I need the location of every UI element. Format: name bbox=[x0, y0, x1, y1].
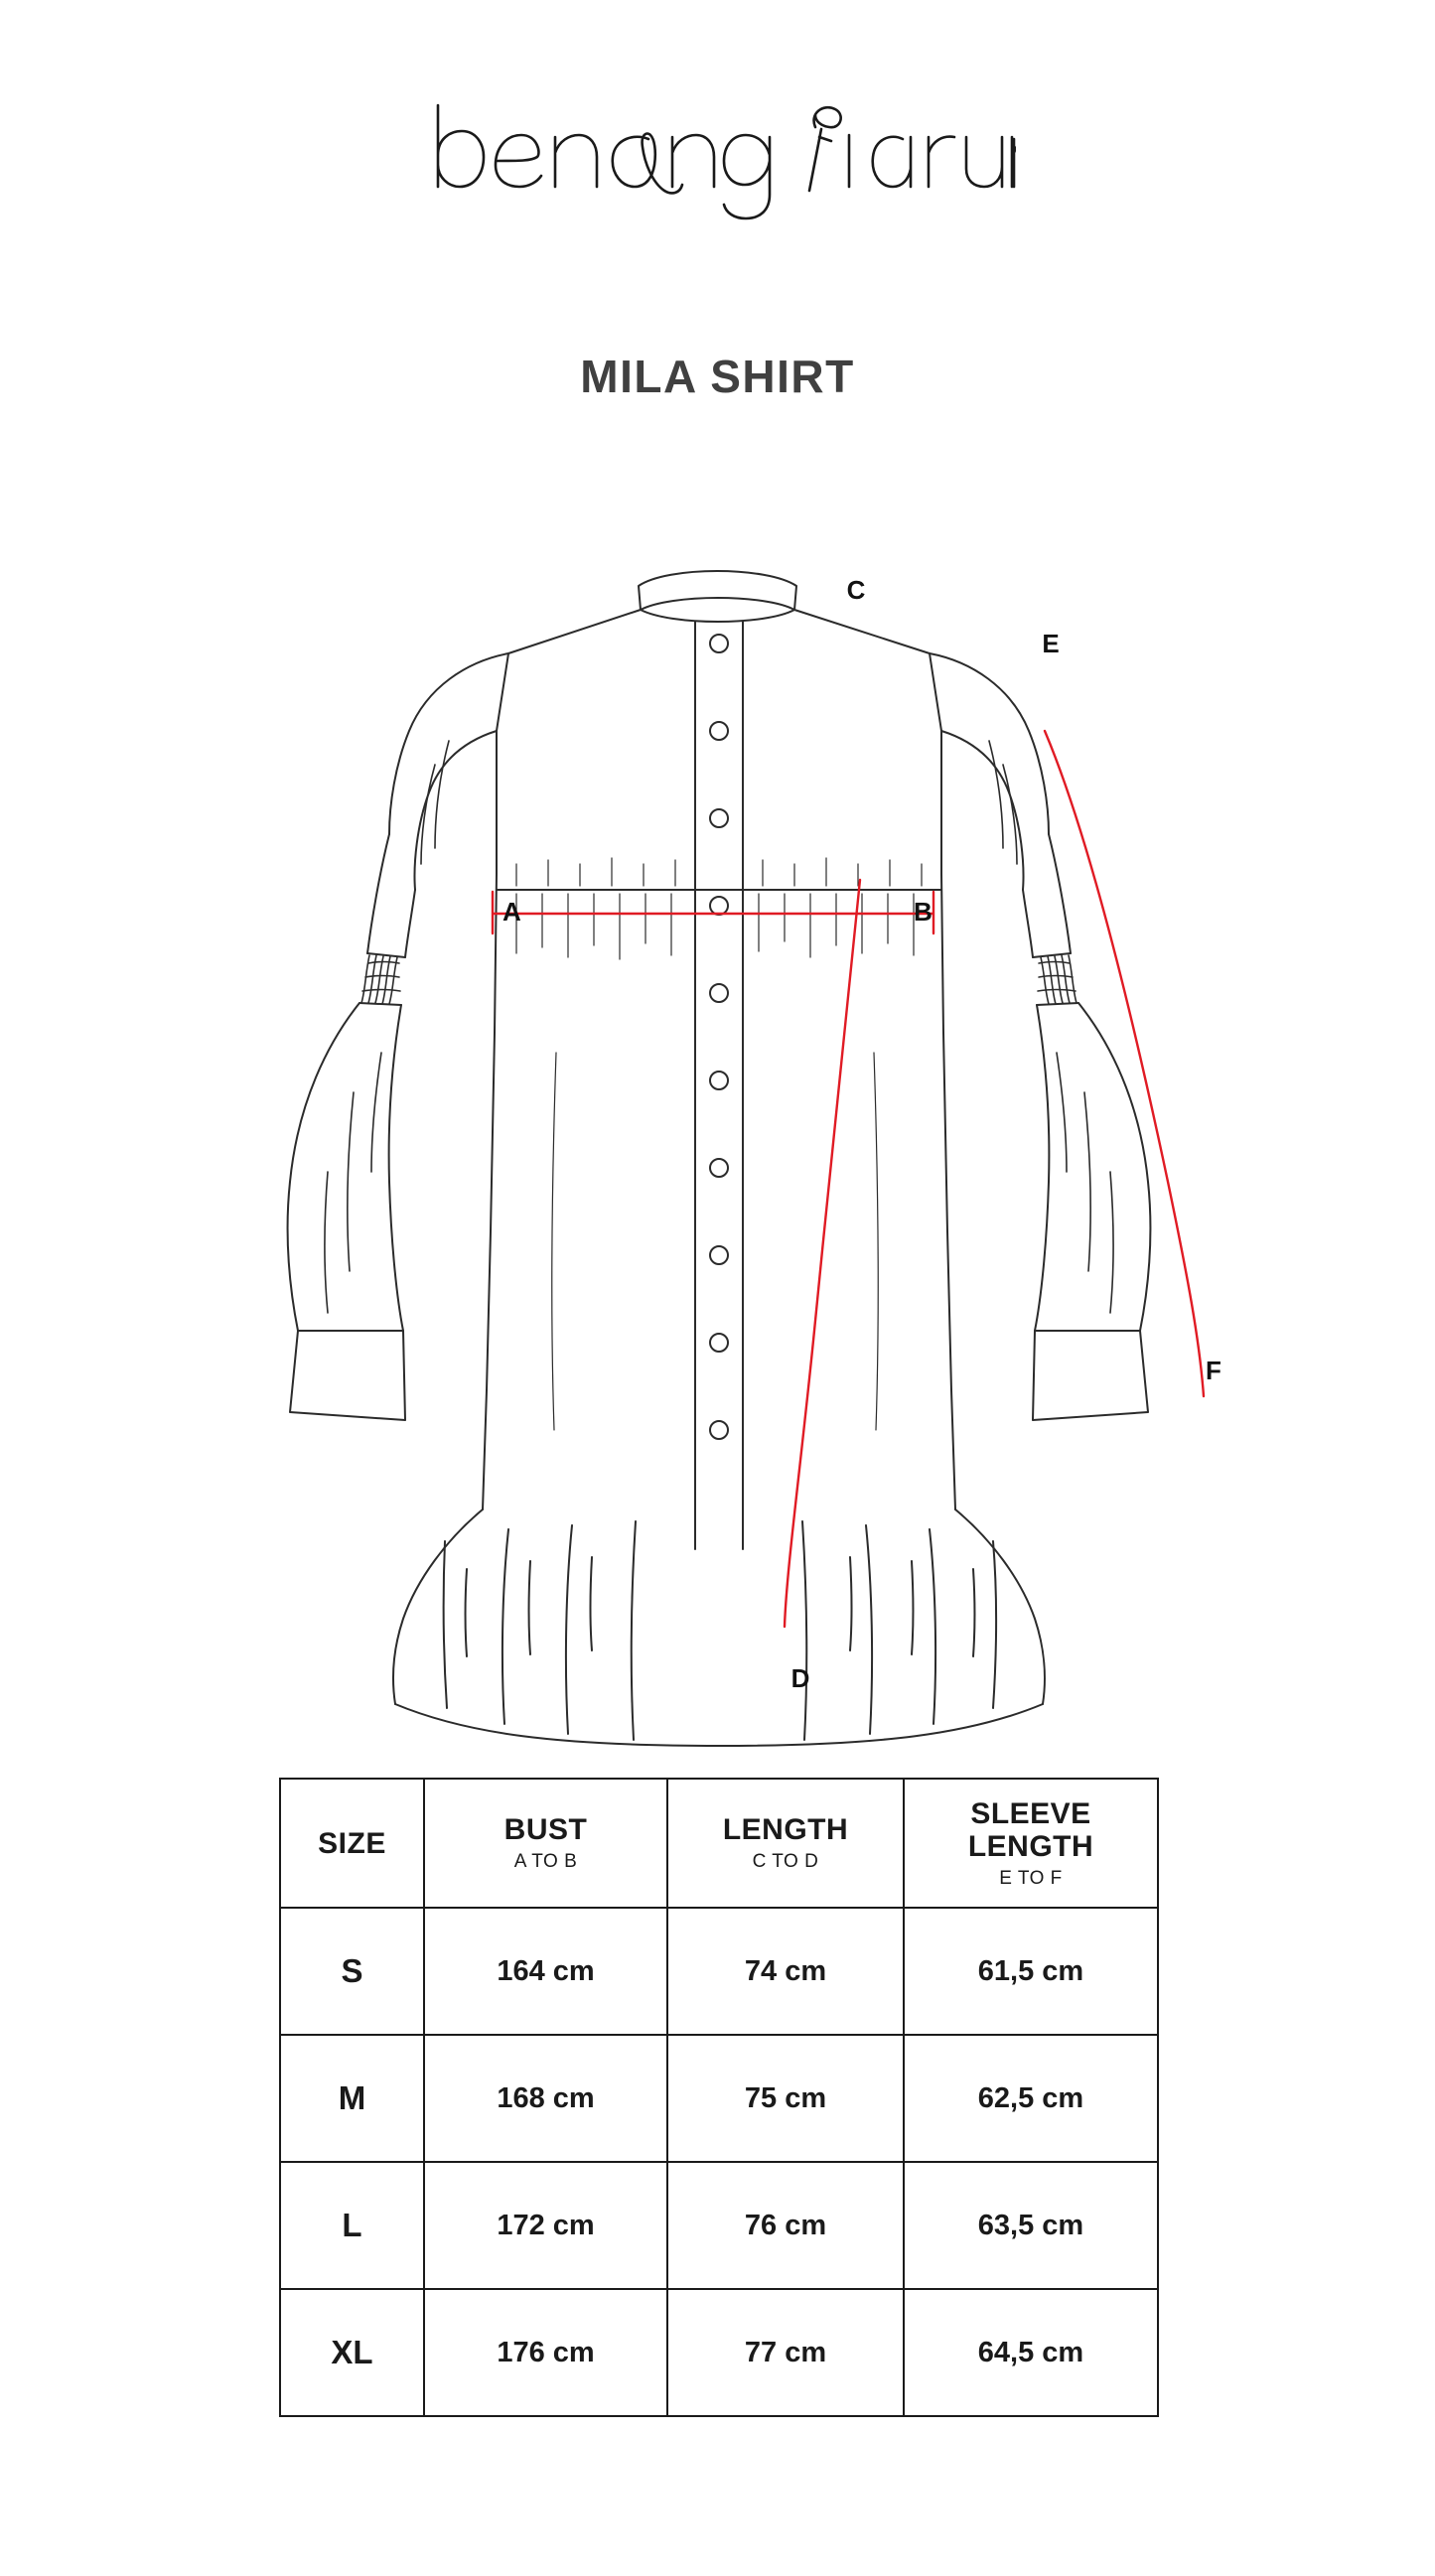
measure-label-a: A bbox=[502, 896, 521, 927]
size-table-wrapper bbox=[279, 1778, 1157, 2417]
cell-sleeve: 61,5 cm bbox=[904, 1908, 1158, 2035]
measure-label-d: D bbox=[790, 1662, 810, 1693]
needle-and-thread-icon bbox=[420, 95, 1016, 224]
table-row bbox=[280, 2162, 1158, 2289]
measure-label-f: F bbox=[1206, 1355, 1221, 1385]
measure-label-b: B bbox=[914, 896, 933, 927]
header-length-label: LENGTH bbox=[722, 1813, 849, 1846]
header-size bbox=[280, 1779, 424, 1908]
cell-length: 76 cm bbox=[667, 2162, 904, 2289]
cell-sleeve: 62,5 cm bbox=[904, 2035, 1158, 2162]
header-sleeve-label: SLEEVE LENGTH bbox=[967, 1796, 1094, 1863]
cell-size: S bbox=[280, 1908, 424, 2035]
header-sleeve-length bbox=[904, 1779, 1158, 1908]
shirt-flat-svg bbox=[0, 536, 1435, 1748]
page-title: MILA SHIRT bbox=[580, 351, 855, 402]
measure-label-c: C bbox=[846, 574, 866, 605]
shirt-technical-drawing bbox=[0, 536, 1435, 1748]
size-table bbox=[279, 1778, 1159, 2417]
cell-size: L bbox=[280, 2162, 424, 2289]
cell-size: M bbox=[280, 2035, 424, 2162]
header-size-label: SIZE bbox=[318, 1826, 386, 1860]
cell-sleeve: 63,5 cm bbox=[904, 2162, 1158, 2289]
cell-length: 75 cm bbox=[667, 2035, 904, 2162]
header-bust-label: BUST bbox=[503, 1813, 588, 1846]
table-row bbox=[280, 1908, 1158, 2035]
cell-sleeve: 64,5 cm bbox=[904, 2289, 1158, 2416]
brand-logo bbox=[0, 95, 1435, 229]
measure-label-e: E bbox=[1042, 628, 1060, 658]
table-header-row bbox=[280, 1779, 1158, 1908]
cell-bust: 172 cm bbox=[424, 2162, 667, 2289]
table-row bbox=[280, 2035, 1158, 2162]
header-bust bbox=[424, 1779, 667, 1908]
cell-bust: 176 cm bbox=[424, 2289, 667, 2416]
cell-bust: 168 cm bbox=[424, 2035, 667, 2162]
cell-bust: 164 cm bbox=[424, 1908, 667, 2035]
header-sleeve-sub: E TO F bbox=[999, 1867, 1063, 1889]
header-bust-sub: A TO B bbox=[513, 1851, 578, 1872]
header-length-sub: C TO D bbox=[752, 1851, 819, 1872]
cell-length: 77 cm bbox=[667, 2289, 904, 2416]
table-row bbox=[280, 2289, 1158, 2416]
header-length bbox=[667, 1779, 904, 1908]
cell-length: 74 cm bbox=[667, 1908, 904, 2035]
cell-size: XL bbox=[280, 2289, 424, 2416]
